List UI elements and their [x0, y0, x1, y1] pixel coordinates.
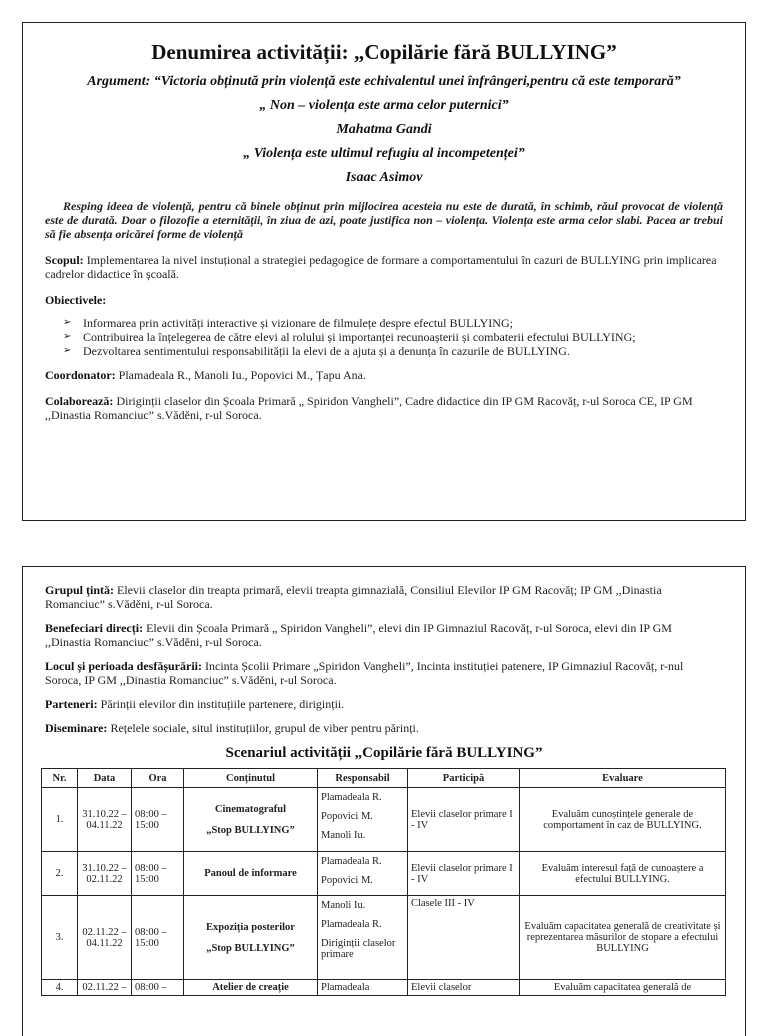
diseminare-section	[45, 721, 715, 735]
obiective-list	[63, 316, 723, 358]
cell-data: 31.10.22 – 02.11.22	[78, 852, 132, 896]
diseminare-label: Diseminare:	[45, 721, 108, 735]
header-ora: Ora	[132, 769, 184, 788]
coordonator-section	[45, 368, 723, 382]
parteneri-label: Parteneri:	[45, 697, 98, 711]
cell-participa: Elevii claselor	[408, 980, 520, 996]
cell-participa: Elevii claselor primare I - IV	[408, 852, 520, 896]
header-nr: Nr.	[42, 769, 78, 788]
arrow-bullet-icon: ➢	[63, 331, 72, 342]
cell-ora: 08:00 – 15:00	[132, 852, 184, 896]
grup-tinta-section	[45, 583, 715, 611]
cell-ora: 08:00 – 15:00	[132, 788, 184, 852]
argument-quote: Argument: “Victoria obținută prin violență este echivalentul unei înfrângeri,pentru că este temporară”	[87, 74, 681, 89]
quote-gandhi: „ Non – violența este arma celor puternici”	[259, 98, 509, 113]
cell-evaluare: Evaluăm interesul față de cunoaștere a efectului BULLYING.	[520, 852, 726, 896]
scop-text: Implementarea la nivel instuțional a strategiei pedagogice de formare a comportamentului în cazuri de BULLYING prin implicarea cadrelor didactice în școală.	[45, 253, 717, 281]
colaboreaza-section	[45, 394, 723, 422]
cell-data: 02.11.22 –	[78, 980, 132, 996]
cell-evaluare: Evaluăm cunoștințele generale de comportament în caz de BULLYING.	[520, 788, 726, 852]
author-gandhi: Mahatma Gandi	[336, 122, 432, 137]
document-page-2	[22, 566, 746, 1036]
colaboreaza-label: Colaborează:	[45, 394, 114, 408]
beneficiari-text: Elevii din Școala Primară „ Spiridon Vangheli”, elevi din IP Gimnaziul Racovăț, r-ul Soroca, elevi din IP GM ,,Dinastia Romanciuc” s.Văděni, r-ul Soroca.	[45, 621, 672, 649]
header-data: Data	[78, 769, 132, 788]
header-continut: Conținutul	[184, 769, 318, 788]
obiective-label: Obiectivele:	[45, 293, 107, 307]
cell-continut: Cinematograful „Stop BULLYING”	[184, 788, 318, 852]
author-asimov: Isaac Asimov	[345, 170, 423, 185]
scenariu-table	[41, 768, 726, 996]
cell-nr: 4.	[42, 980, 78, 996]
parteneri-section	[45, 697, 715, 711]
cell-continut: Expoziția posterilor „Stop BULLYING”	[184, 896, 318, 980]
cell-nr: 1.	[42, 788, 78, 852]
grup-tinta-text: Elevii claselor din treapta primară, elevii treapta gimnazială, Consiliul Elevilor IP GM Racovăț; IP GM ,,Dinastia Romanciuc” s.Văděni, r-ul Soroca.	[45, 583, 662, 611]
loc-perioada-text: Incinta Școlii Primare „Spiridon Vangheli”, Incinta instituției patenere, IP Gimnaziul Racovăț, r-nul Soroca, IP GM ,,Dinastia Romanciuc” s.Văděni, r-ul Soroca.	[45, 659, 684, 687]
scop-label: Scopul:	[45, 253, 84, 267]
grup-tinta-label: Grupul țintă:	[45, 583, 115, 597]
cell-evaluare: Evaluăm capacitatea generală de	[520, 980, 726, 996]
list-item: ➢ Dezvoltarea sentimentului responsabilității la elevi de a ajuta și a denunța în cazurile de BULLYING.	[63, 344, 570, 358]
list-item: ➢ Contribuirea la înțelegerea de către elevi al rolului și importanței recunoașterii și combaterii efectului BULLYING;	[63, 330, 636, 344]
beneficiari-label: Benefeciari direcți:	[45, 621, 144, 635]
arrow-bullet-icon: ➢	[63, 345, 72, 356]
cell-continut: Atelier de creație	[184, 980, 318, 996]
document-page-1	[22, 22, 746, 521]
cell-responsabil: Plamadeala R. Popovici M.	[318, 852, 408, 896]
cell-ora: 08:00 – 15:00	[132, 896, 184, 980]
cell-evaluare: Evaluăm capacitatea generală de creativitate și reprezentarea măsurilor de stopare a efectului BULLYING	[520, 896, 726, 980]
cell-responsabil: Plamadeala R. Popovici M. Manoli Iu.	[318, 788, 408, 852]
activity-title: Denumirea activității: „Copilărie fără BULLYING”	[151, 40, 617, 64]
coordonator-label: Coordonator:	[45, 368, 116, 382]
cell-nr: 3.	[42, 896, 78, 980]
table-row	[42, 896, 726, 980]
cell-continut: Panoul de informare	[184, 852, 318, 896]
beneficiari-section	[45, 621, 715, 649]
table-header-row	[42, 769, 726, 788]
cell-ora: 08:00 –	[132, 980, 184, 996]
header-responsabil: Responsabil	[318, 769, 408, 788]
loc-perioada-section	[45, 659, 715, 687]
parteneri-text: Părinții elevilor din instituțiile partenere, diriginții.	[97, 697, 345, 711]
table-row	[42, 980, 726, 996]
table-row	[42, 852, 726, 896]
colaboreaza-text: Diriginții claselor din Școala Primară „ Spiridon Vangheli”, Cadre didactice din IP GM Racovăț, r-ul Soroca CE, IP GM ,,Dinastia Romanciuc” s.Văděni, r-ul Soroca.	[45, 394, 693, 422]
cell-responsabil: Plamadeala	[318, 980, 408, 996]
cell-data: 02.11.22 – 04.11.22	[78, 896, 132, 980]
obiective-heading	[45, 293, 723, 307]
cell-nr: 2.	[42, 852, 78, 896]
intro-paragraph: Resping ideea de violență, pentru că binele obținut prin mijlocirea acesteia nu este de durată, în schimb, răul provocat de violență este de durată. Doar o filozofie a eternității, în ziua de azi, poate justifica non – violența. Violența este arma celor slabi. Pacea ar trebui să fie absența oricărei forme de violență	[45, 199, 723, 241]
arrow-bullet-icon: ➢	[63, 317, 72, 328]
quote-asimov: „ Violența este ultimul refugiu al incompetenței”	[243, 146, 525, 161]
cell-responsabil: Manoli Iu. Plamadeala R. Diriginții claselor primare	[318, 896, 408, 980]
table-row	[42, 788, 726, 852]
loc-perioada-label: Locul și perioada desfășurării:	[45, 659, 203, 673]
cell-data: 31.10.22 – 04.11.22	[78, 788, 132, 852]
coordonator-text: Plamadeala R., Manoli Iu., Popovici M., Țapu Ana.	[115, 368, 366, 382]
list-item: ➢ Informarea prin activități interactive și vizionare de filmulețe despre efectul BULLYING;	[63, 316, 513, 330]
header-participa: Participă	[408, 769, 520, 788]
cell-participa: Clasele III - IV	[408, 896, 520, 980]
diseminare-text: Rețelele sociale, situl instituțiilor, grupul de viber pentru părinți.	[107, 721, 419, 735]
cell-participa: Elevii claselor primare I - IV	[408, 788, 520, 852]
scenariu-title: Scenariul activității „Copilărie fără BULLYING”	[225, 745, 543, 761]
header-evaluare: Evaluare	[520, 769, 726, 788]
scop-section	[45, 253, 723, 281]
